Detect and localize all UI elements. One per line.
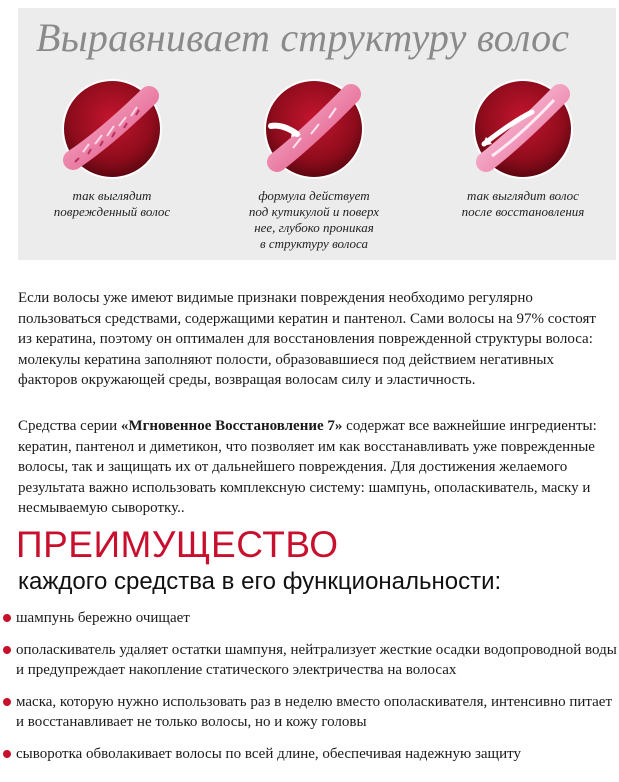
- bullet-icon: [3, 698, 11, 706]
- paragraph-intro: Если волосы уже имеют видимые признаки повреждения необходимо регулярно пользоваться средствами, содержащими кератин и пантенол. Сами волосы на 97% состоят из кератина, поэтому он оптимален для восстановления поврежденной структуры волоса: молекулы кератина заполняют полости, образовавшиеся под действием негативных факторов окружающей среды, возвращая волосам силу и эластичность.: [18, 290, 596, 389]
- hero-banner: [18, 8, 616, 260]
- damaged-hair-icon: [61, 78, 163, 180]
- formula-penetration-icon: [263, 78, 365, 180]
- advantage-list: [0, 608, 619, 776]
- step-formula: [224, 78, 404, 252]
- list-item: сыворотка обволакивает волосы по всей длине, обеспечивая надежную защиту: [0, 744, 619, 765]
- restored-hair-icon: [472, 78, 574, 180]
- banner-title: Выравнивает структуру волос: [36, 15, 570, 60]
- series-name: «Мгновенное Восстановление 7»: [120, 418, 343, 434]
- step-damaged: [22, 78, 202, 220]
- bullet-icon: [3, 646, 11, 654]
- step-caption: так выглядит волос после восстановления: [461, 188, 585, 219]
- advantage-subheading: каждого средства в его функциональности:: [18, 568, 502, 595]
- step-restored: [433, 78, 613, 220]
- list-item: маска, которую нужно использовать раз в неделю вместо ополаскивателя, интенсивно питает и восстанавливает не только волосы, но и кожу головы: [0, 692, 619, 733]
- bullet-icon: [3, 614, 11, 622]
- bullet-icon: [3, 750, 11, 758]
- advantage-heading: ПРЕИМУЩЕСТВО: [16, 524, 339, 565]
- paragraph-series: Средства серии «Мгновенное Восстановление 7» содержат все важнейшие ингредиенты: кератин, пантенол и диметикон, что позволяет им как восстанавливать уже поврежденные волосы, так и защищать их от дальнейшего повреждения. Для достижения желаемого результата важно использовать комплексную систему: шампунь, ополаскиватель, маску и несмываемую сыворотку..: [18, 418, 597, 517]
- list-item: ополаскиватель удаляет остатки шампуня, нейтрализует жесткие осадки водопроводной воды и предупреждает накопление статического электричества на волосах: [0, 640, 619, 681]
- step-caption: формула действует под кутикулой и поверх нее, глубоко проникая в структуру волоса: [248, 188, 380, 251]
- step-caption: так выглядит поврежденный волос: [53, 188, 171, 219]
- list-item: шампунь бережно очищает: [0, 608, 619, 629]
